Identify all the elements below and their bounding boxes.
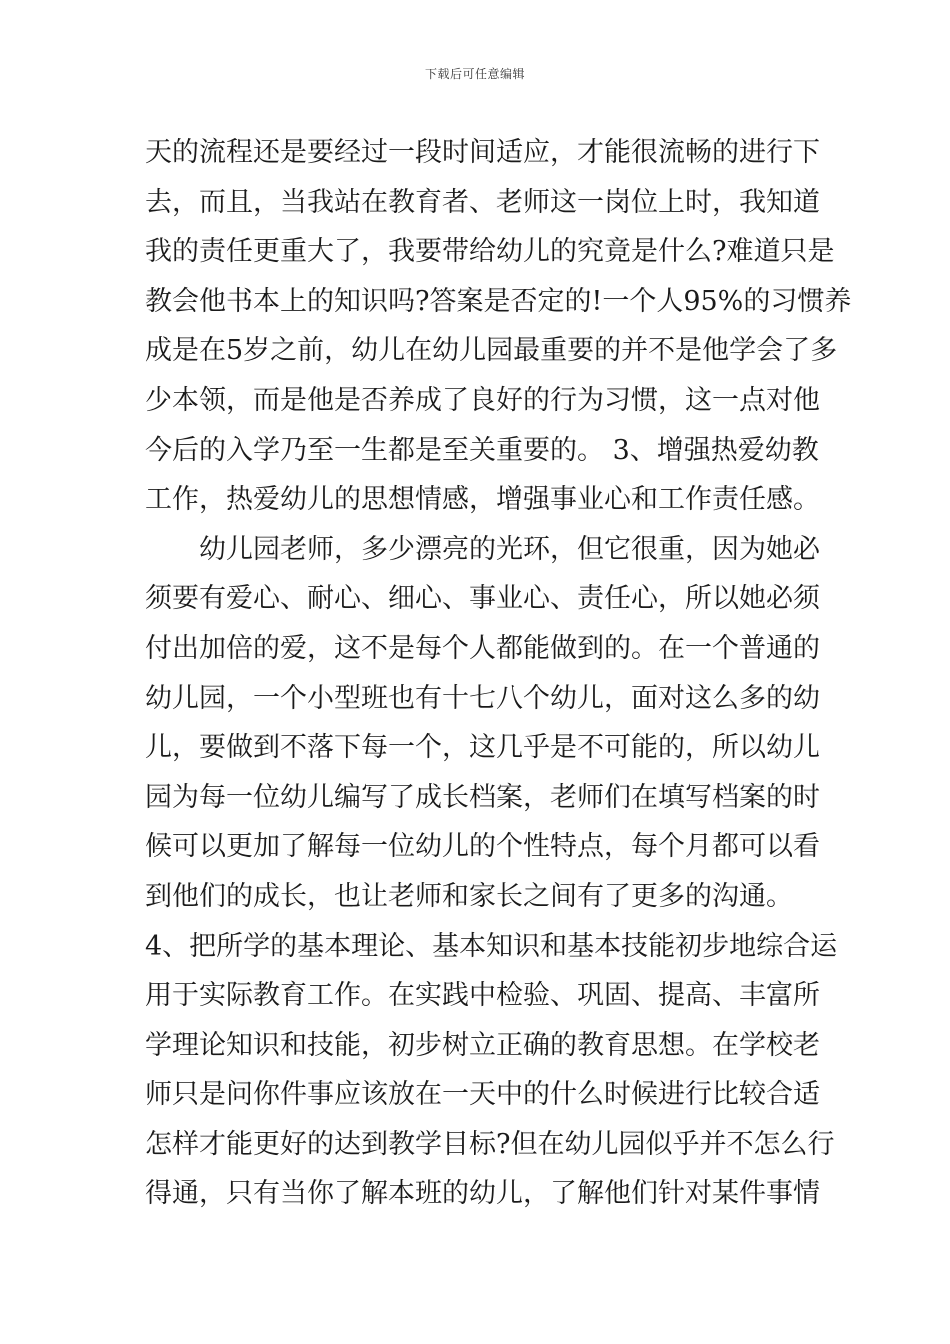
document-body xyxy=(145,128,852,1219)
page-header: 下载后可任意编辑 xyxy=(424,67,525,81)
text-line: 得通，只有当你了解本班的幼儿，了解他们针对某件事情 xyxy=(145,1178,820,1210)
text-line: 用于实际教育工作。在实践中检验、巩固、提高、丰富所 xyxy=(145,980,820,1012)
paragraph-first-line: 幼儿园老师，多少漂亮的光环，但它很重，因为她必 xyxy=(199,533,820,565)
text-line: 儿，要做到不落下每一个，这几乎是不可能的，所以幼儿 xyxy=(145,732,820,764)
text-line: 去，而且，当我站在教育者、老师这一岗位上时，我知道 xyxy=(145,186,820,218)
text-line: 园为每一位幼儿编写了成长档案，老师们在填写档案的时 xyxy=(145,781,820,813)
text-line: 我的责任更重大了，我要带给幼儿的究竟是什么?难道只是 xyxy=(145,236,835,268)
text-line: 今后的入学乃至一生都是至关重要的。 3、增强热爱幼教 xyxy=(145,434,819,466)
text-line: 成是在5岁之前，幼儿在幼儿园最重要的并不是他学会了多 xyxy=(145,335,838,367)
text-line: 候可以更加了解每一位幼儿的个性特点，每个月都可以看 xyxy=(145,831,820,863)
text-line: 师只是问你件事应该放在一天中的什么时候进行比较合适 xyxy=(145,1079,820,1111)
text-line: 少本领，而是他是否养成了良好的行为习惯，这一点对他 xyxy=(145,384,820,416)
text-line: 学理论知识和技能，初步树立正确的教育思想。在学校老 xyxy=(145,1029,820,1061)
text-line: 怎样才能更好的达到教学目标?但在幼儿园似乎并不怎么行 xyxy=(145,1128,835,1160)
text-line: 教会他书本上的知识吗?答案是否定的!一个人95%的习惯养 xyxy=(145,285,852,317)
text-line: 工作，热爱幼儿的思想情感，增强事业心和工作责任感。 xyxy=(145,484,820,516)
text-line: 幼儿园，一个小型班也有十七八个幼儿，面对这么多的幼 xyxy=(145,682,820,714)
text-line: 天的流程还是要经过一段时间适应，才能很流畅的进行下 xyxy=(145,137,820,168)
text-line: 付出加倍的爱，这不是每个人都能做到的。在一个普通的 xyxy=(145,632,820,664)
text-line: 4、把所学的基本理论、基本知识和基本技能初步地综合运 xyxy=(145,930,838,962)
text-line: 须要有爱心、耐心、细心、事业心、责任心，所以她必须 xyxy=(145,583,820,615)
text-line: 到他们的成长，也让老师和家长之间有了更多的沟通。 xyxy=(145,880,793,912)
